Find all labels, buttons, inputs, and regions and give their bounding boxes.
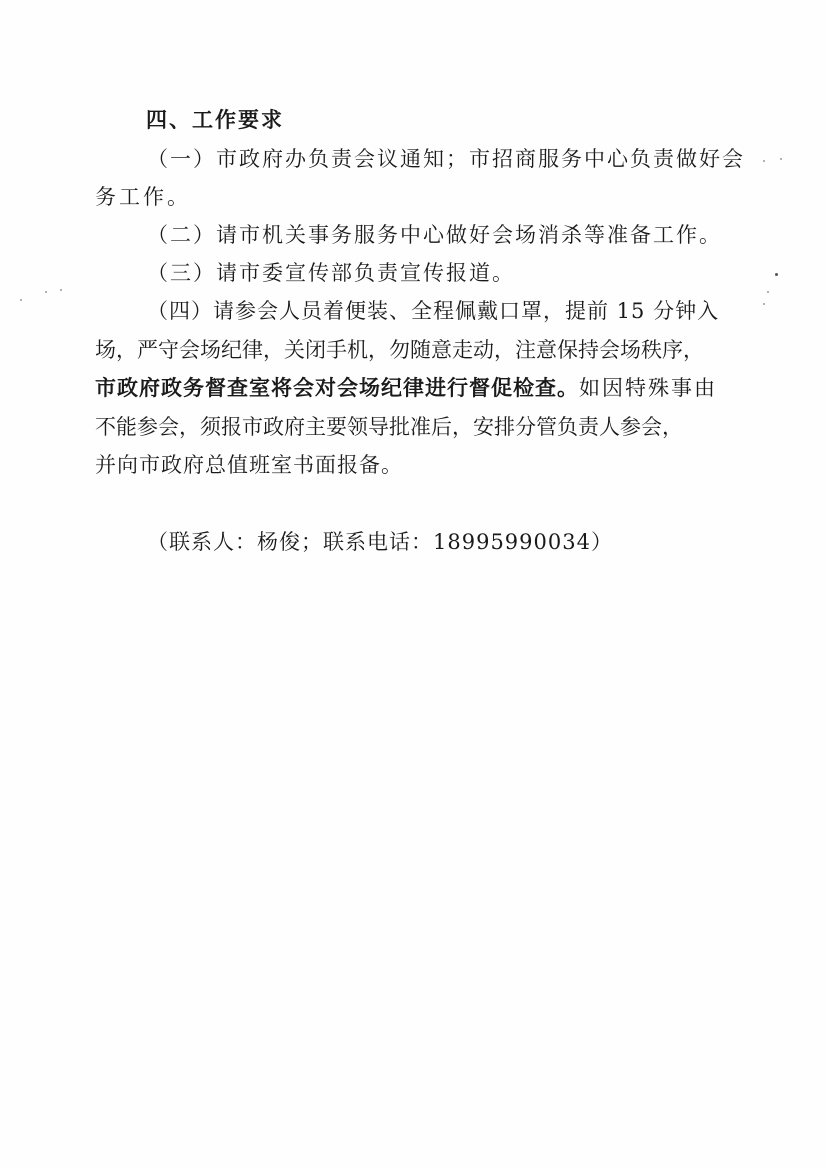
scan-speck (45, 291, 47, 293)
supervision-notice: 市政府政务督查室将会对会场纪律进行督促检查。 (95, 376, 579, 400)
paragraph-1-line-1: （一）市政府办负责会议通知；市招商服务中心负责做好会 (147, 147, 745, 171)
paragraph-1-line-2: 务工作。 (95, 185, 191, 209)
paragraph-4-line-5: 并向市政府总值班室书面报备。 (95, 453, 403, 477)
scan-speck (763, 160, 765, 162)
scan-speck (20, 299, 22, 301)
paragraph-3: （三）请市委宣传部负责宣传报道。 (147, 261, 515, 285)
contact-info: （联系人：杨俊；联系电话：18995990034） (147, 530, 613, 554)
scan-speck (763, 303, 765, 305)
scan-speck (767, 291, 769, 293)
scan-speck (775, 273, 778, 276)
paragraph-4-line-2: 场，严守会场纪律，关闭手机，勿随意走动，注意保持会场秩序， (95, 338, 704, 362)
scan-speck (60, 289, 62, 291)
paragraph-4-line-4: 不能参会，须报市政府主要领导批准后，安排分管负责人参会， (95, 415, 683, 439)
section-heading: 四、工作要求 (146, 108, 284, 132)
paragraph-4-line-3-rest: 如因特殊事由 (579, 376, 717, 400)
paragraph-2: （二）请市机关事务服务中心做好会场消杀等准备工作。 (147, 223, 722, 247)
paragraph-4-line-3 (95, 374, 717, 402)
paragraph-4-line-1: （四）请参会人员着便装、全程佩戴口罩，提前 15 分钟入 (147, 299, 720, 323)
scan-speck (780, 158, 782, 160)
